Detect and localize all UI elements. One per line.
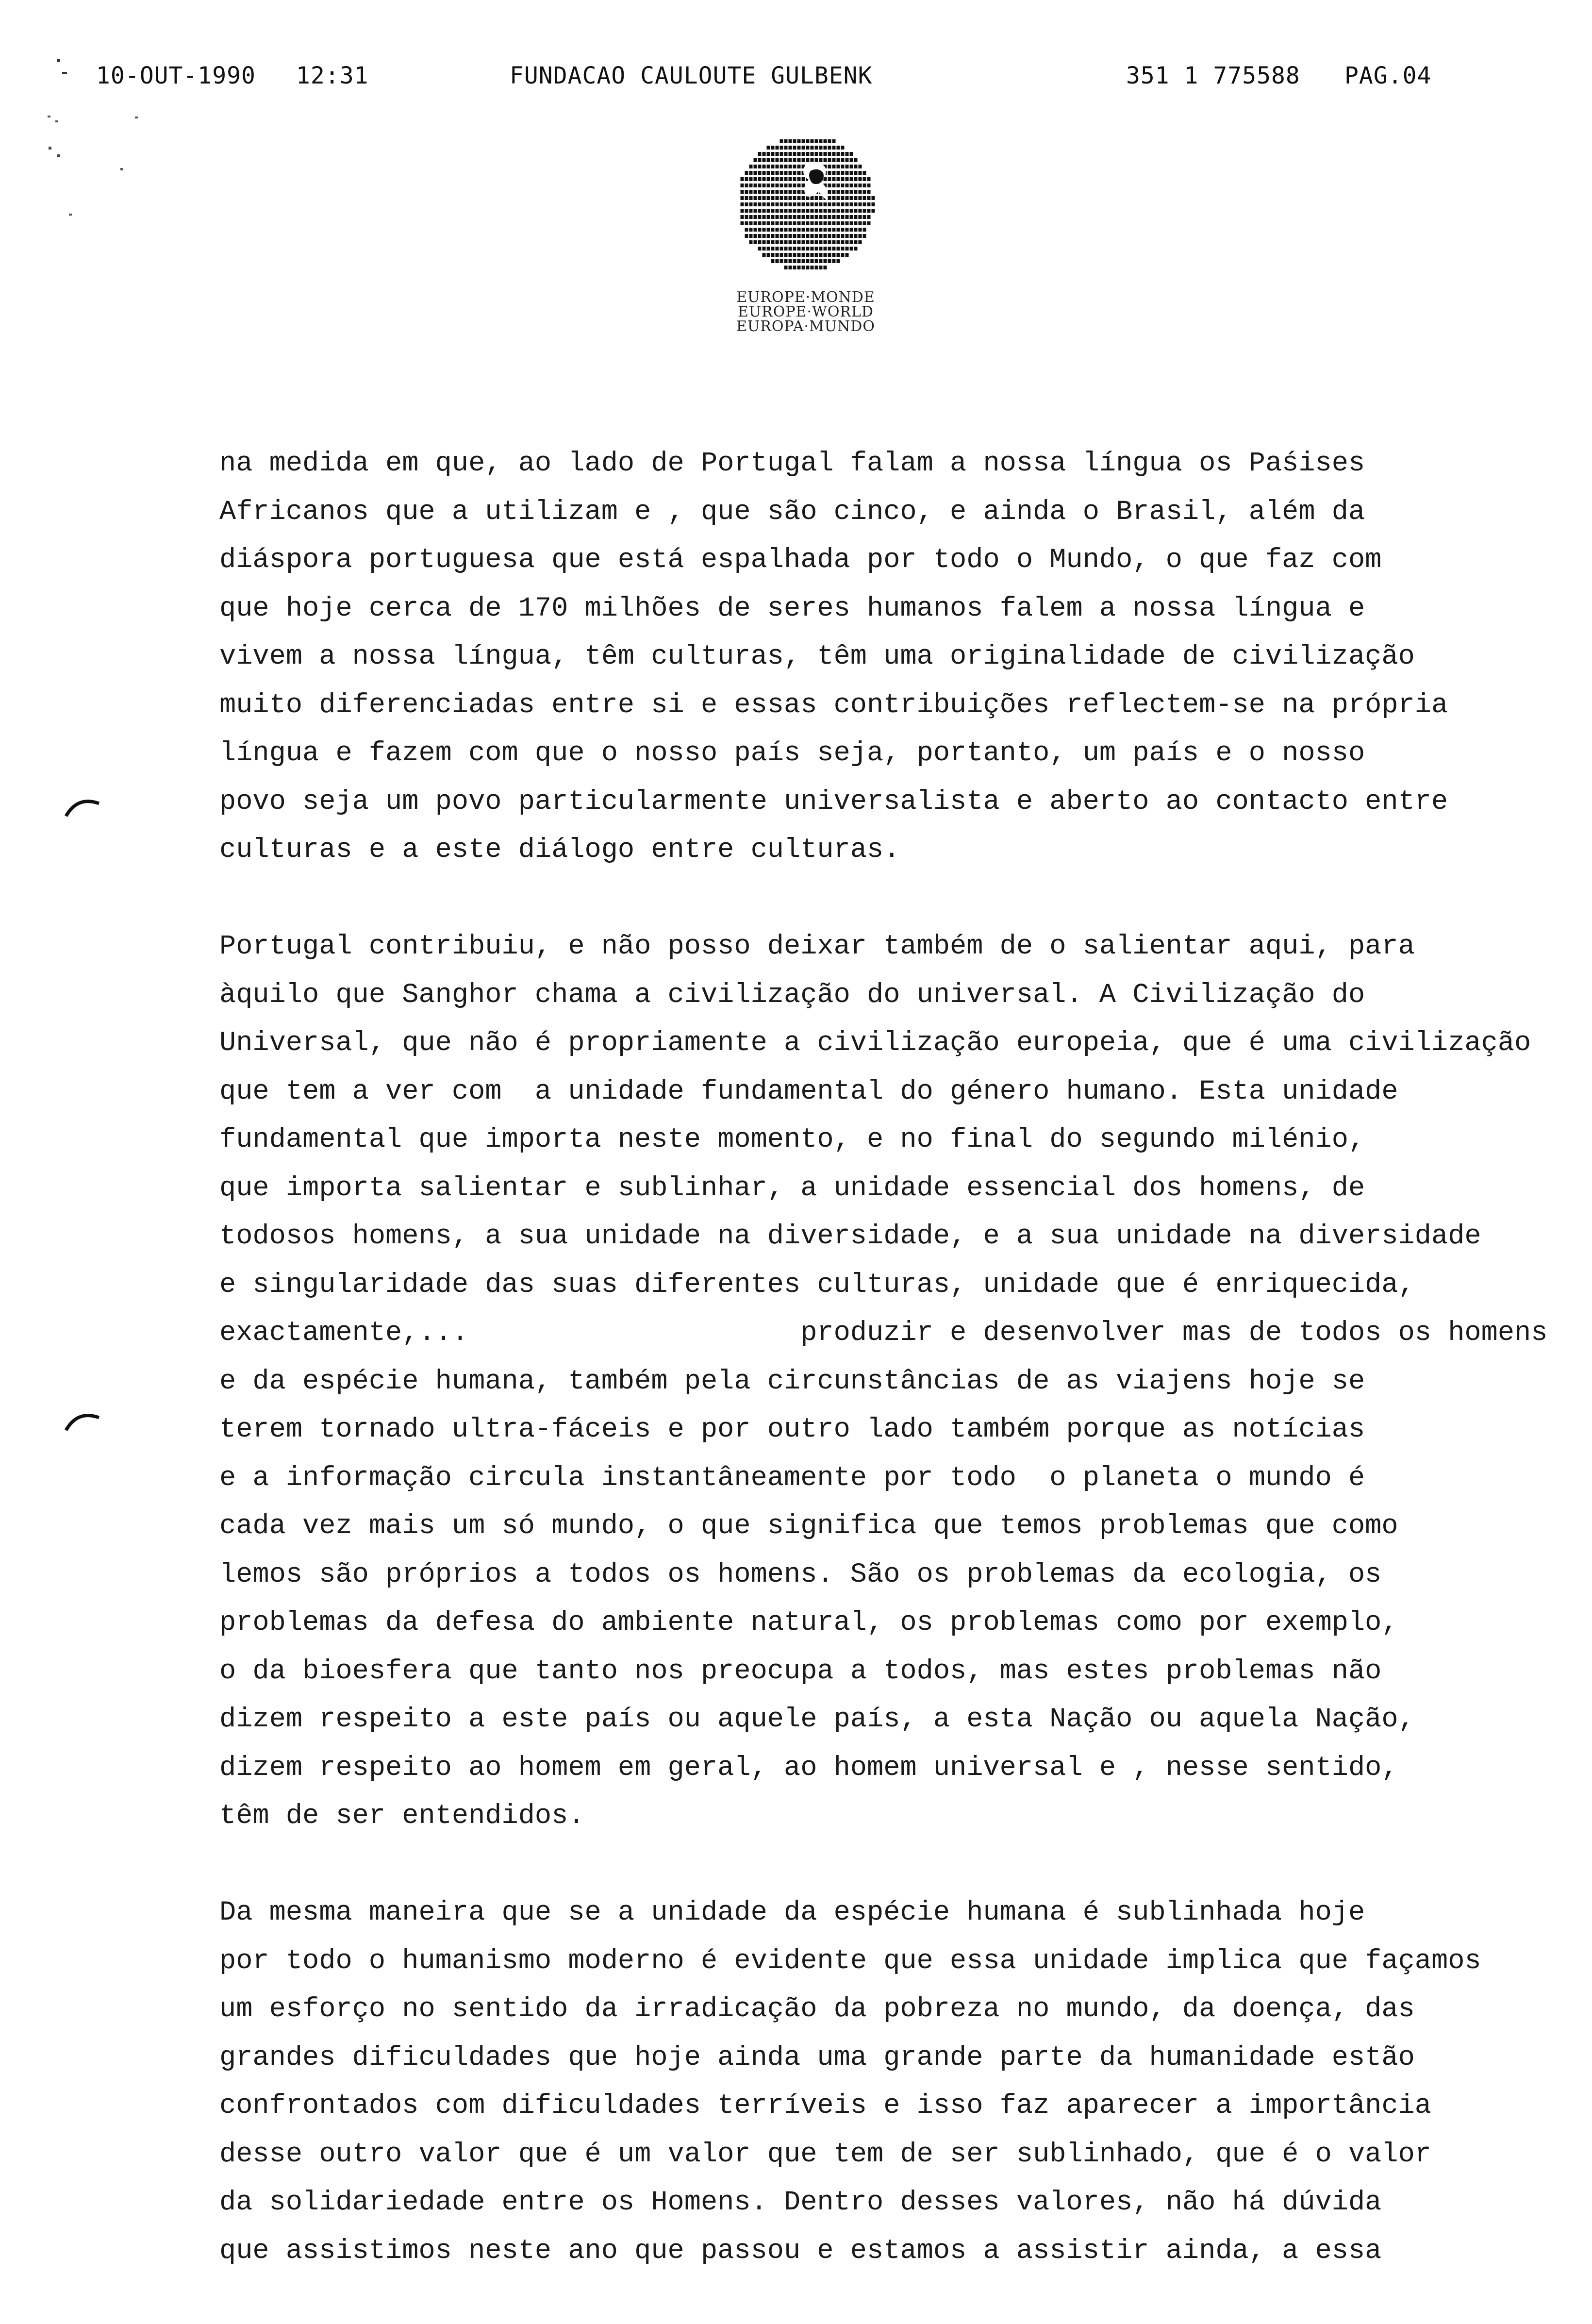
text-line: e singularidade das suas diferentes culturas, unidade que é enriquecida,	[219, 1269, 1415, 1301]
text-line: e a informação circula instantâneamente por todo o planeta o mundo é	[219, 1462, 1365, 1494]
text-line: por todo o humanismo moderno é evidente que essa unidade implica que façamos	[219, 1945, 1481, 1977]
text-line: Universal, que não é propriamente a civilização europeia, que é uma civilização	[219, 1028, 1531, 1059]
text-line: confrontados com dificuldades terríveis e isso faz aparecer a importância	[219, 2090, 1432, 2122]
fax-header	[0, 62, 1592, 101]
margin-bracket-mark-1	[63, 794, 102, 818]
text-line: na medida em que, ao lado de Portugal falam a nossa língua os Paśises	[219, 448, 1365, 479]
text-line: grandes dificuldades que hoje ainda uma grande parte da humanidade estão	[219, 2042, 1415, 2073]
text-line: problemas da defesa do ambiente natural, os problemas como por exemplo,	[219, 1607, 1398, 1639]
scan-specks	[0, 0, 155, 223]
text-line: que importa salientar e sublinhar, a unidade essencial dos homens, de	[219, 1172, 1365, 1204]
dot-globe-icon	[733, 130, 879, 285]
text-line: àquilo que Sanghor chama a civilização do universal. A Civilização do	[219, 979, 1365, 1011]
paragraph-1	[219, 440, 1569, 875]
text-line: dizem respeito a este país ou aquele país, a esta Nação ou aquela Nação,	[219, 1704, 1415, 1735]
text-line: todosos homens, a sua unidade na diversidade, e a sua unidade na diversidade	[219, 1221, 1481, 1252]
text-line: exactamente,... produzir e desenvolver mas de todos os homens	[219, 1318, 1548, 1349]
fax-time: 12:31	[296, 62, 369, 89]
text-line: vivem a nossa língua, têm culturas, têm uma originalidade de civilização	[219, 641, 1415, 672]
text-line: e da espécie humana, também pela circunstâncias de as viajens hoje se	[219, 1366, 1365, 1397]
text-line: muito diferenciadas entre si e essas contribuições reflectem-se na própria	[219, 689, 1448, 721]
text-line: Da mesma maneira que se a unidade da espécie humana é sublinhada hoje	[219, 1897, 1365, 1928]
text-line: da solidariedade entre os Homens. Dentro desses valores, não há dúvida	[219, 2187, 1382, 2218]
logo-line-1: EUROPE·MONDE	[736, 289, 875, 306]
text-line: Portugal contribuiu, e não posso deixar também de o salientar aqui, para	[219, 931, 1415, 962]
text-line: fundamental que importa neste momento, e no final do segundo milénio,	[219, 1124, 1365, 1155]
text-line: língua e fazem com que o nosso país seja, portanto, um país e o nosso	[219, 738, 1365, 769]
paragraph-2	[219, 923, 1569, 1841]
text-line: culturas e a este diálogo entre culturas.	[219, 835, 900, 866]
fax-sender: FUNDACAO CAULOUTE GULBENK	[510, 62, 873, 89]
text-line: que assistimos neste ano que passou e estamos a assistir ainda, a essa	[219, 2235, 1382, 2267]
fax-date: 10-OUT-1990	[96, 62, 256, 89]
logo-line-3: EUROPA·MUNDO	[736, 318, 875, 335]
text-line: cada vez mais um só mundo, o que significa que temos problemas que como	[219, 1511, 1398, 1542]
text-line: diáspora portuguesa que está espalhada por todo o Mundo, o que faz com	[219, 545, 1382, 576]
text-line: dizem respeito ao homem em geral, ao homem universal e , nesse sentido,	[219, 1752, 1398, 1784]
margin-bracket-mark-2	[63, 1408, 102, 1432]
text-line: terem tornado ultra-fáceis e por outro lado também porque as notícias	[219, 1414, 1365, 1445]
paragraph-3	[219, 1889, 1569, 2275]
text-line: Africanos que a utilizam e , que são cinco, e ainda o Brasil, além da	[219, 496, 1365, 528]
text-line: o da bioesfera que tanto nos preocupa a todos, mas estes problemas não	[219, 1655, 1382, 1687]
document-body	[219, 440, 1569, 2324]
fax-page-number: PAG.04	[1344, 62, 1432, 89]
text-line: um esforço no sentido da irradicação da pobreza no mundo, da doença, das	[219, 1994, 1415, 2025]
text-line: que tem a ver com a unidade fundamental do género humano. Esta unidade	[219, 1076, 1398, 1107]
europe-world-logo	[733, 130, 879, 334]
text-line: desse outro valor que é um valor que tem de ser sublinhado, que é o valor	[219, 2139, 1432, 2170]
text-line: lemos são próprios a todos os homens. São os problemas da ecologia, os	[219, 1559, 1382, 1590]
logo-line-2: EUROPE·WORLD	[738, 303, 874, 320]
logo-caption	[733, 290, 879, 334]
text-line: povo seja um povo particularmente universalista e aberto ao contacto entre	[219, 786, 1448, 818]
text-line: têm de ser entendidos.	[219, 1801, 585, 1832]
text-line: que hoje cerca de 170 milhões de seres humanos falem a nossa língua e	[219, 593, 1365, 624]
fax-phone-number: 351 1 775588	[1126, 62, 1300, 89]
